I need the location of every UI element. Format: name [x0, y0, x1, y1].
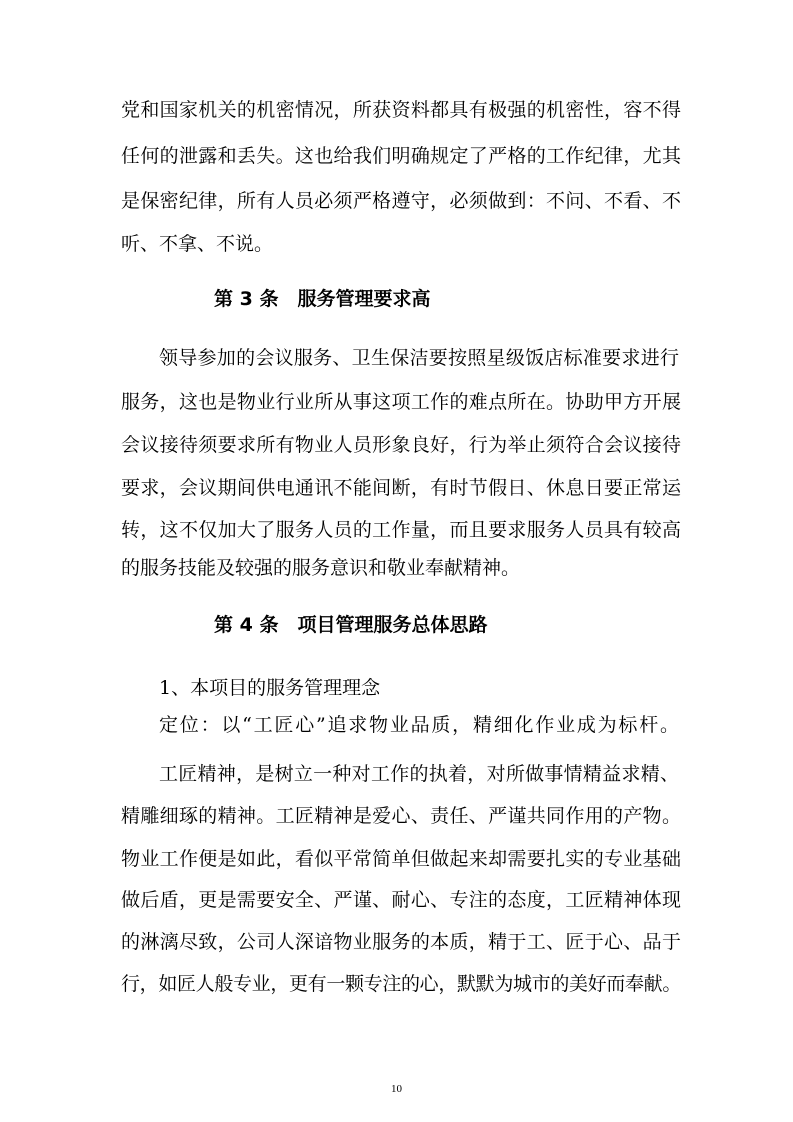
paragraph-line: 要求，会议期间供电通讯不能间断，有时节假日、休息日要正常运: [121, 477, 682, 499]
paragraph-line: 做后盾，更是需要安全、严谨、耐心、专注的态度，工匠精神体现: [121, 889, 682, 911]
paragraph-line: 是保密纪律，所有人员必须严格遵守，必须做到：不问、不看、不: [121, 190, 682, 212]
article-4-heading: 第 4 条 项目管理服务总体思路: [214, 614, 488, 636]
paragraph-line: 工匠精神，是树立一种对工作的执着，对所做事情精益求精、: [159, 763, 680, 785]
paragraph-line: 任何的泄露和丢失。这也给我们明确规定了严格的工作纪律，尤其: [121, 145, 682, 167]
paragraph-line: 会议接待须要求所有物业人员形象良好，行为举止须符合会议接待: [121, 434, 682, 456]
paragraph-line: 服务，这也是物业行业所从事这项工作的难点所在。协助甲方开展: [121, 391, 682, 413]
paragraph-line: 的服务技能及较强的服务意识和敬业奉献精神。: [121, 557, 521, 579]
page-number: 10: [391, 1083, 402, 1095]
paragraph-line: 转，这不仅加大了服务人员的工作量，而且要求服务人员具有较高: [121, 519, 682, 541]
article-4-subheading: 1、本项目的服务管理理念: [159, 677, 381, 699]
paragraph-line: 精雕细琢的精神。工匠精神是爱心、责任、严谨共同作用的产物。: [121, 805, 682, 827]
paragraph-line: 物业工作便是如此，看似平常简单但做起来却需要扎实的专业基础: [121, 848, 682, 870]
article-3-heading: 第 3 条 服务管理要求高: [214, 288, 431, 310]
paragraph-line: 的淋漓尽致，公司人深谙物业服务的本质，精于工、匠于心、品于: [121, 931, 682, 953]
positioning-statement: 定位：以“工匠心”追求物业品质，精细化作业成为标杆。: [159, 714, 681, 736]
paragraph-line: 领导参加的会议服务、卫生保洁要按照星级饭店标准要求进行: [159, 347, 680, 369]
paragraph-line: 行，如匠人般专业，更有一颗专注的心，默默为城市的美好而奉献。: [121, 973, 681, 995]
paragraph-line: 党和国家机关的机密情况，所获资料都具有极强的机密性，容不得: [121, 99, 682, 121]
paragraph-line: 听、不拿、不说。: [121, 233, 274, 255]
